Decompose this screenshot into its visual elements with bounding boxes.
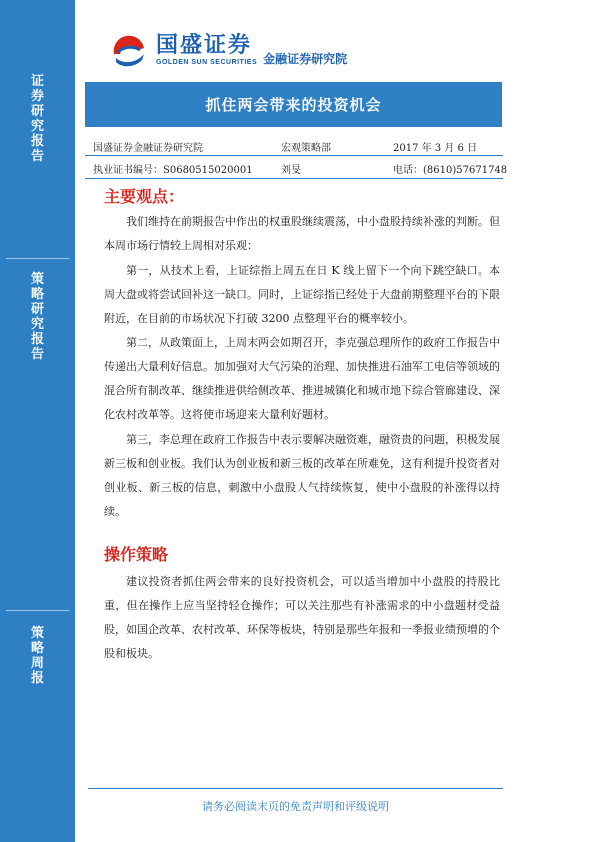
sidebar-label-char: 策 <box>30 626 44 641</box>
sidebar-label-char: 策 <box>30 272 44 287</box>
sidebar-label-char: 研 <box>30 104 44 119</box>
meta-date: 2017 年 3 月 6 日 <box>393 143 478 154</box>
paragraph: 第一，从技术上看，上证综指上周五在日 K 线上留下一个向下跳空缺口。本周大盘或将尝试回补这一缺口。同时，上证综指已经处于大盘前期整理平台的下限附近，在目前的市场状况下打破 3200 点整理平台的概率较小。 <box>104 264 500 325</box>
golden-sun-logo-icon <box>108 30 150 72</box>
brand-logo <box>108 30 347 72</box>
sidebar-label-char: 证 <box>30 74 44 89</box>
meta-org: 国盛证券金融证券研究院 <box>93 143 203 154</box>
footer-divider <box>88 788 503 789</box>
institute-name: 金融证券研究院 <box>263 51 348 66</box>
meta-license: 执业证书编号：S0680515020001 <box>93 165 253 176</box>
paragraph: 第二，从政策面上，上周末两会如期召开，李克强总理所作的政府工作报告中传递出大量利好信息。加加强对大气污染的治理、加快推进石油军工电信等领域的混合所有制改革、继续推进供给侧改革、推进城镇化和城市地下综合管廊建设、深化农村改革等。这将使市场迎来大量利好题材。 <box>104 336 500 421</box>
meta-divider <box>85 178 503 179</box>
report-title: 抓住两会带来的投资机会 <box>85 82 502 127</box>
sidebar-label-char: 报 <box>30 332 44 347</box>
sidebar-label-strategy-report <box>0 272 75 362</box>
report-meta-row-1 <box>93 139 503 155</box>
meta-author: 刘旻 <box>281 165 301 176</box>
sidebar-label-char: 略 <box>30 641 44 656</box>
sidebar-label-securities-report <box>0 74 75 164</box>
sidebar-label-char: 究 <box>30 317 44 332</box>
paragraph: 我们维持在前期报告中作出的权重股继续震荡，中小盘股持续补涨的判断。但本周市场行情较上周相对乐观： <box>104 215 500 252</box>
sidebar-label-char: 报 <box>30 134 44 149</box>
meta-phone: 电话：(8610)57671748 <box>393 165 508 176</box>
sidebar-label-char: 报 <box>30 671 44 686</box>
section-title-strategy: 操作策略 <box>104 545 169 564</box>
footer-disclaimer: 请务必阅读末页的免责声明和评级说明 <box>202 800 389 813</box>
sidebar-label-char: 略 <box>30 287 44 302</box>
section-title-key-views: 主要观点： <box>104 187 185 206</box>
sidebar-label-char: 告 <box>30 149 44 164</box>
brand-name-cn: 国盛证券 <box>156 33 253 58</box>
meta-dept: 宏观策略部 <box>281 143 331 154</box>
left-sidebar <box>0 0 75 842</box>
sidebar-label-strategy-weekly <box>0 626 75 686</box>
sidebar-divider <box>6 258 69 259</box>
sidebar-divider <box>6 610 69 611</box>
sidebar-label-char: 告 <box>30 347 44 362</box>
sidebar-label-char: 究 <box>30 119 44 134</box>
paragraph: 建议投资者抓住两会带来的良好投资机会，可以适当增加中小盘股的持股比重，但在操作上应当坚持轻仓操作；可以关注那些有补涨需求的中小盘题材受益股，如国企改革、农村改革、环保等板块，特别是那些年报和一季报业绩预增的个股和板块。 <box>104 575 500 660</box>
sidebar-label-char: 周 <box>30 656 44 671</box>
sidebar-label-char: 研 <box>30 302 44 317</box>
sidebar-label-char: 券 <box>30 89 44 104</box>
brand-name-en: GOLDEN SUN SECURITIES <box>156 59 258 66</box>
report-meta-row-2 <box>93 161 508 177</box>
meta-divider <box>85 155 503 156</box>
paragraph: 第三，李总理在政府工作报告中表示要解决融资难，融资贵的问题，积极发展新三板和创业板。我们认为创业板和新三板的改革在所难免，这有利提升投资者对创业板、新三板的信息，刺激中小盘股人气持续恢复，使中小盘股的补涨得以持续。 <box>104 433 500 518</box>
